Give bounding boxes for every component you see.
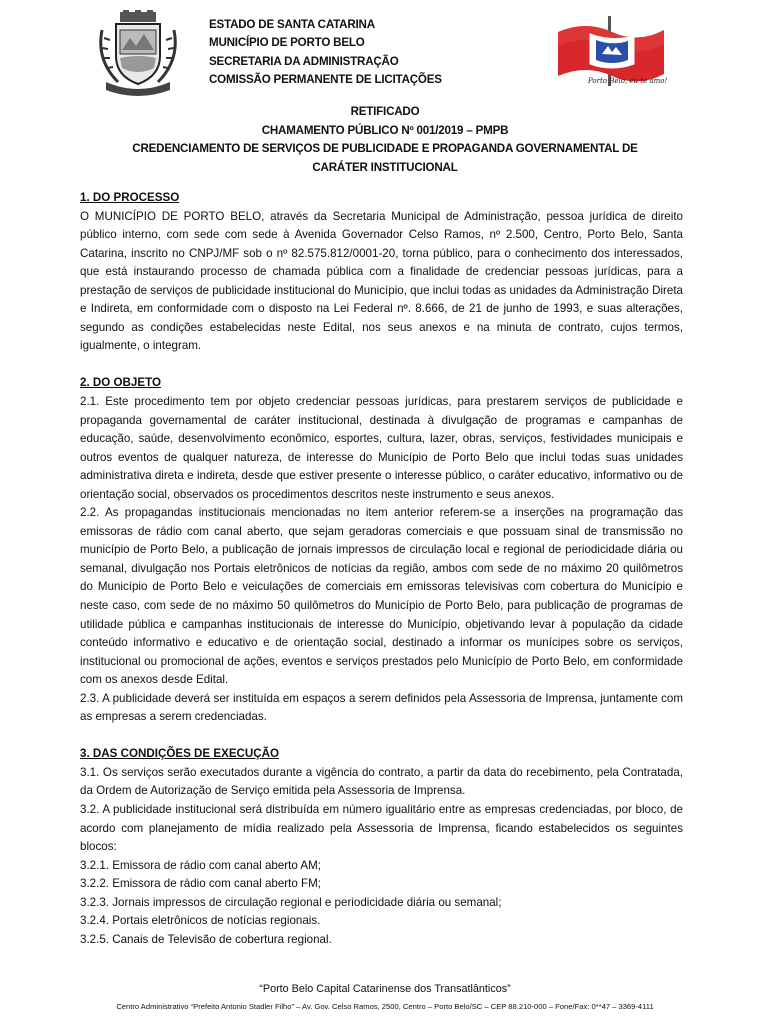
letterhead-state: ESTADO DE SANTA CATARINA	[209, 18, 375, 31]
letterhead-secretariat: SECRETARIA DA ADMINISTRAÇÃO	[209, 54, 399, 68]
section-heading: 2. DO OBJETO	[80, 376, 161, 390]
paragraph: 2.1. Este procedimento tem por objeto credenciar pessoas jurídicas, para prestarem serviços de publicidade e propaganda governamental de caráter institucional, destinada à divulgação de programas e campanhas de educação, saúde, desenvolvimento econômico, esportes, cultura, lazer, obras, serviços, festividades municipais e outros eventos de qualquer natureza, de interesse do Município de Porto Belo que inclui todas suas unidades administrativa direta e indireta, desde que estiver presente o interesse público, o caráter educativo, informativo ou de orientação social, observados os procedimentos descritos neste instrumento e seus anexos.	[80, 394, 683, 501]
list-item: 3.2.4. Portais eletrônicos de notícias regionais.	[80, 914, 321, 928]
paragraph: 2.3. A publicidade deverá ser instituída em espaços a serem definidos pela Assessoria de Imprensa, juntamente com as empresas a serem credenciadas.	[80, 691, 683, 724]
list-item: 3.2.1. Emissora de rádio com canal aberto AM;	[80, 858, 322, 872]
title-retificado: RETIFICADO	[350, 105, 420, 118]
coat-of-arms-icon	[96, 10, 180, 96]
section-heading: 3. DAS CONDIÇÕES DE EXECUÇÃO	[80, 747, 280, 761]
footer-motto: “Porto Belo Capital Catarinense dos Transatlânticos”	[259, 983, 511, 995]
letterhead	[209, 16, 442, 90]
list-item: 3.2.2. Emissora de rádio com canal aberto FM;	[80, 877, 322, 891]
list-item: 3.2.3. Jornais impressos de circulação regional e periodicidade diária ou semanal;	[80, 895, 502, 909]
footer-address: Centro Administrativo “Prefeito Antonio Stadler Filho” – Av. Gov. Celso Ramos, 2500, Centro – Porto Belo/SC – CEP 88.210-000 – Fone/Fax: 0**47 – 3369-4111	[116, 1002, 654, 1011]
flag-motto: Porto Belo, eu te amo!	[588, 77, 668, 85]
document-body	[80, 189, 683, 949]
paragraph: 3.2. A publicidade institucional será distribuída em número igualitário entre as empresas credenciadas, por bloco, de acordo com planejamento de mídia realizado pela Assessoria de Imprensa, ficando estabelecidos os seguintes blocos:	[80, 802, 683, 854]
title-credenciamento-cont: CARÁTER INSTITUCIONAL	[312, 160, 458, 174]
document-titles	[80, 103, 690, 177]
section-heading: 1. DO PROCESSO	[80, 191, 180, 204]
title-chamamento: CHAMAMENTO PÚBLICO Nº 001/2019 – PMPB	[261, 123, 509, 137]
letterhead-municipality: MUNICÍPIO DE PORTO BELO	[209, 36, 365, 50]
letterhead-commission: COMISSÃO PERMANENTE DE LICITAÇÕES	[209, 73, 442, 87]
title-credenciamento: CREDENCIAMENTO DE SERVIÇOS DE PUBLICIDADE E PROPAGANDA GOVERNAMENTAL DE	[132, 142, 638, 155]
paragraph: 2.2. As propagandas institucionais mencionadas no item anterior referem-se a inserções na programação das emissoras de rádio com canal aberto, que sejam geradoras comerciais e que possuam sinal de transmissão no município de Porto Belo, a publicação de jornais impressos de circulação local e regional de periodicidade diária ou semanal, divulgação nos Portais eletrônicos de notícias da região, ambos com sede de no máximo 20 quilômetros do Município de Porto Belo e veiculações de comerciais em emissoras televisivas com cobertura do Município e neste caso, com sede de no máximo 50 quilômetros do Município de Porto Belo, para publicação de programas de utilidade pública e campanhas institucionais de interesse do Município, objetivando levar à população da cidade conteúdo informativo e educativo e de orientação social, destinado a informar os munícipes sobre os serviços, institucional ou promocional de ações, eventos e serviços prestados pelo Município de Porto Belo, em conformidade com os anexos desde Edital.	[80, 506, 683, 687]
list-item: 3.2.5. Canais de Televisão de cobertura regional.	[80, 932, 332, 946]
paragraph: 3.1. Os serviços serão executados durante a vigência do contrato, a partir da data do recebimento, pela Contratada, da Ordem de Autorização de Serviço emitida pela Assessoria de Imprensa.	[80, 765, 683, 798]
paragraph: O MUNICÍPIO DE PORTO BELO, através da Secretaria Municipal de Administração, pessoa jurídica de direito público interno, com sede com sede à Avenida Governador Celso Ramos, nº 2.500, Centro, Porto Belo, Santa Catarina, inscrito no CNPJ/MF sob o nº 82.575.812/0001-20, torna público, para o conhecimento dos interessados, que está instaurando processo de chamada pública com a finalidade de credenciar pessoas jurídicas, para a prestação de serviços de publicidade institucional do Município, que inclui todas as unidades da Administração Direta e Indireta, em conformidade com o disposto na Lei Federal nº. 8.666, de 21 de junho de 1993, e suas alterações, segundo as condições estabelecidas neste Edital, nos seus anexos e na minuta de contrato, cujos termos, igualmente, o integram.	[80, 209, 683, 353]
